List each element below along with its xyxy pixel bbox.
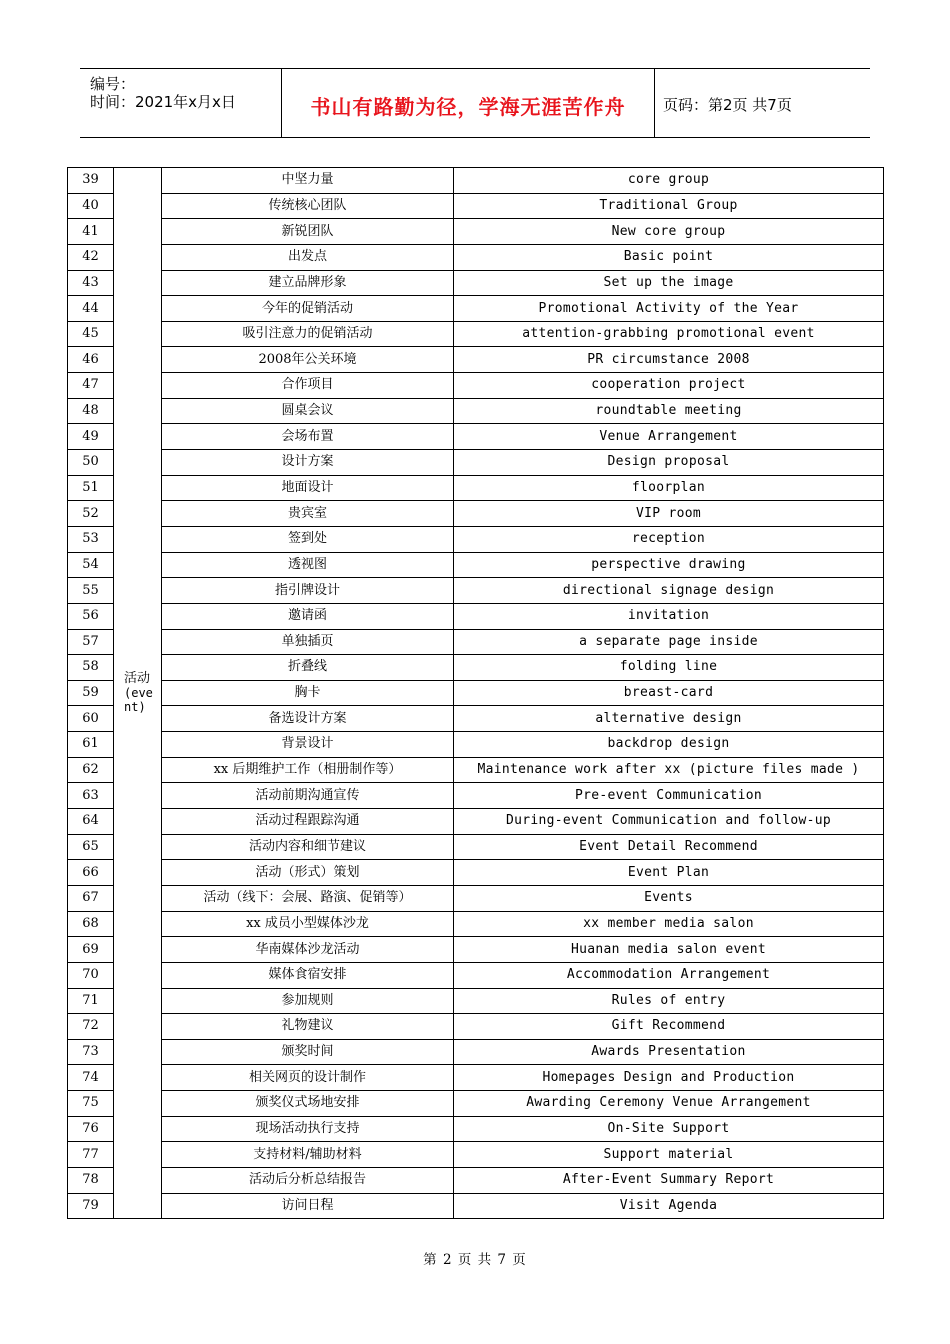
row-number: 72 xyxy=(68,1014,114,1040)
row-number: 64 xyxy=(68,809,114,835)
header-meta-cell xyxy=(80,69,282,137)
term-chinese: 活动（形式）策划 xyxy=(162,860,454,886)
term-chinese: 建立品牌形象 xyxy=(162,270,454,296)
term-english: Basic point xyxy=(454,244,884,270)
row-number: 50 xyxy=(68,450,114,476)
row-number: 46 xyxy=(68,347,114,373)
term-chinese: 现场活动执行支持 xyxy=(162,1116,454,1142)
term-chinese: 活动过程跟踪沟通 xyxy=(162,809,454,835)
term-english: reception xyxy=(454,526,884,552)
row-number: 66 xyxy=(68,860,114,886)
term-english: Support material xyxy=(454,1142,884,1168)
term-english: xx member media salon xyxy=(454,911,884,937)
table-row xyxy=(68,1039,884,1065)
table-row xyxy=(68,244,884,270)
term-english: a separate page inside xyxy=(454,629,884,655)
header-page-cell xyxy=(655,69,870,137)
term-chinese: 媒体食宿安排 xyxy=(162,962,454,988)
table-row xyxy=(68,501,884,527)
page-info: 页码：第2页 共7页 xyxy=(663,96,792,114)
table-row xyxy=(68,1167,884,1193)
term-chinese: 活动内容和细节建议 xyxy=(162,834,454,860)
row-number: 55 xyxy=(68,578,114,604)
page-footer: 第 2 页 共 7 页 xyxy=(423,1252,527,1268)
motto-text: 书山有路勤为径，学海无涯苦作舟 xyxy=(310,95,626,119)
term-english: Huanan media salon event xyxy=(454,937,884,963)
category-en-line2: nt) xyxy=(124,700,146,715)
table-row xyxy=(68,706,884,732)
table-row xyxy=(68,296,884,322)
term-chinese: 中坚力量 xyxy=(162,168,454,194)
row-number: 59 xyxy=(68,680,114,706)
term-chinese: 指引牌设计 xyxy=(162,578,454,604)
row-number: 73 xyxy=(68,1039,114,1065)
term-chinese: 华南媒体沙龙活动 xyxy=(162,937,454,963)
category-en-line1: (eve xyxy=(124,686,153,701)
table-row xyxy=(68,834,884,860)
term-english: floorplan xyxy=(454,475,884,501)
row-number: 71 xyxy=(68,988,114,1014)
table-row xyxy=(68,655,884,681)
row-number: 54 xyxy=(68,552,114,578)
term-english: Event Plan xyxy=(454,860,884,886)
term-chinese: 活动（线下：会展、路演、促销等） xyxy=(162,885,454,911)
term-english: VIP room xyxy=(454,501,884,527)
table-row xyxy=(68,219,884,245)
term-english: cooperation project xyxy=(454,373,884,399)
row-number: 68 xyxy=(68,911,114,937)
table-row xyxy=(68,629,884,655)
term-chinese: 颁奖仪式场地安排 xyxy=(162,1091,454,1117)
term-chinese: xx 后期维护工作（相册制作等） xyxy=(162,757,454,783)
table-row xyxy=(68,937,884,963)
term-chinese: 透视图 xyxy=(162,552,454,578)
term-chinese: 出发点 xyxy=(162,244,454,270)
term-chinese: 单独插页 xyxy=(162,629,454,655)
term-english: invitation xyxy=(454,603,884,629)
row-number: 61 xyxy=(68,732,114,758)
table-row xyxy=(68,809,884,835)
term-english: Events xyxy=(454,885,884,911)
table-row xyxy=(68,680,884,706)
term-english: Set up the image xyxy=(454,270,884,296)
term-chinese: 访问日程 xyxy=(162,1193,454,1219)
term-english: Traditional Group xyxy=(454,193,884,219)
term-chinese: 活动前期沟通宣传 xyxy=(162,783,454,809)
table-row xyxy=(68,1116,884,1142)
table-row xyxy=(68,911,884,937)
time-label: 时间：2021年x月x日 xyxy=(90,93,236,111)
row-number: 47 xyxy=(68,373,114,399)
table-row xyxy=(68,988,884,1014)
term-chinese: 胸卡 xyxy=(162,680,454,706)
row-number: 74 xyxy=(68,1065,114,1091)
table-row xyxy=(68,860,884,886)
row-number: 48 xyxy=(68,398,114,424)
term-chinese: 吸引注意力的促销活动 xyxy=(162,321,454,347)
term-english: On-Site Support xyxy=(454,1116,884,1142)
table-row xyxy=(68,373,884,399)
header-motto-cell xyxy=(282,69,655,137)
table-row xyxy=(68,424,884,450)
row-number: 69 xyxy=(68,937,114,963)
term-chinese: 2008年公关环境 xyxy=(162,347,454,373)
row-number: 42 xyxy=(68,244,114,270)
row-number: 79 xyxy=(68,1193,114,1219)
term-chinese: 设计方案 xyxy=(162,450,454,476)
term-english: Promotional Activity of the Year xyxy=(454,296,884,322)
term-english: Awards Presentation xyxy=(454,1039,884,1065)
row-number: 44 xyxy=(68,296,114,322)
table-row xyxy=(68,962,884,988)
term-chinese: 贵宾室 xyxy=(162,501,454,527)
table-row xyxy=(68,475,884,501)
table-row xyxy=(68,1091,884,1117)
row-number: 77 xyxy=(68,1142,114,1168)
term-chinese: 相关网页的设计制作 xyxy=(162,1065,454,1091)
table-row xyxy=(68,270,884,296)
term-chinese: 颁奖时间 xyxy=(162,1039,454,1065)
term-chinese: 圆桌会议 xyxy=(162,398,454,424)
category-zh: 活动 xyxy=(124,671,151,687)
row-number: 51 xyxy=(68,475,114,501)
term-english: During-event Communication and follow-up xyxy=(454,809,884,835)
term-english: New core group xyxy=(454,219,884,245)
term-chinese: 传统核心团队 xyxy=(162,193,454,219)
term-english: Event Detail Recommend xyxy=(454,834,884,860)
row-number: 49 xyxy=(68,424,114,450)
term-english: attention-grabbing promotional event xyxy=(454,321,884,347)
row-number: 45 xyxy=(68,321,114,347)
term-chinese: 背景设计 xyxy=(162,732,454,758)
row-number: 76 xyxy=(68,1116,114,1142)
term-chinese: 折叠线 xyxy=(162,655,454,681)
row-number: 70 xyxy=(68,962,114,988)
row-number: 60 xyxy=(68,706,114,732)
row-number: 52 xyxy=(68,501,114,527)
table-row xyxy=(68,321,884,347)
term-english: Design proposal xyxy=(454,450,884,476)
table-row xyxy=(68,1014,884,1040)
table-row xyxy=(68,1065,884,1091)
term-chinese: 活动后分析总结报告 xyxy=(162,1167,454,1193)
page-header xyxy=(80,68,870,138)
term-english: alternative design xyxy=(454,706,884,732)
table-row xyxy=(68,1142,884,1168)
term-chinese: 礼物建议 xyxy=(162,1014,454,1040)
row-number: 58 xyxy=(68,655,114,681)
row-number: 75 xyxy=(68,1091,114,1117)
table-row xyxy=(68,757,884,783)
term-english: folding line xyxy=(454,655,884,681)
term-english: roundtable meeting xyxy=(454,398,884,424)
row-number: 63 xyxy=(68,783,114,809)
table-row xyxy=(68,1193,884,1219)
table-row xyxy=(68,885,884,911)
term-english: backdrop design xyxy=(454,732,884,758)
glossary-body xyxy=(68,168,884,1219)
term-english: Venue Arrangement xyxy=(454,424,884,450)
term-english: core group xyxy=(454,168,884,194)
term-english: Maintenance work after xx (picture files made ) xyxy=(454,757,884,783)
term-english: Pre-event Communication xyxy=(454,783,884,809)
row-number: 65 xyxy=(68,834,114,860)
term-english: After-Event Summary Report xyxy=(454,1167,884,1193)
category-cell xyxy=(114,168,162,1219)
term-chinese: 新锐团队 xyxy=(162,219,454,245)
table-row xyxy=(68,526,884,552)
table-row xyxy=(68,732,884,758)
table-row xyxy=(68,552,884,578)
table-row xyxy=(68,783,884,809)
table-row xyxy=(68,347,884,373)
term-english: Awarding Ceremony Venue Arrangement xyxy=(454,1091,884,1117)
row-number: 39 xyxy=(68,168,114,194)
row-number: 56 xyxy=(68,603,114,629)
table-row xyxy=(68,603,884,629)
row-number: 40 xyxy=(68,193,114,219)
term-chinese: 合作项目 xyxy=(162,373,454,399)
term-chinese: 备选设计方案 xyxy=(162,706,454,732)
row-number: 57 xyxy=(68,629,114,655)
table-row xyxy=(68,398,884,424)
serial-label: 编号： xyxy=(90,75,136,93)
row-number: 43 xyxy=(68,270,114,296)
row-number: 62 xyxy=(68,757,114,783)
table-row xyxy=(68,578,884,604)
row-number: 67 xyxy=(68,885,114,911)
table-row xyxy=(68,193,884,219)
term-english: Gift Recommend xyxy=(454,1014,884,1040)
row-number: 53 xyxy=(68,526,114,552)
row-number: 78 xyxy=(68,1167,114,1193)
term-chinese: 地面设计 xyxy=(162,475,454,501)
row-number: 41 xyxy=(68,219,114,245)
table-row xyxy=(68,450,884,476)
term-chinese: 支持材料/辅助材料 xyxy=(162,1142,454,1168)
term-english: Homepages Design and Production xyxy=(454,1065,884,1091)
term-english: Accommodation Arrangement xyxy=(454,962,884,988)
term-chinese: 参加规则 xyxy=(162,988,454,1014)
term-english: PR circumstance 2008 xyxy=(454,347,884,373)
term-english: perspective drawing xyxy=(454,552,884,578)
term-english: Visit Agenda xyxy=(454,1193,884,1219)
term-english: breast-card xyxy=(454,680,884,706)
term-chinese: 今年的促销活动 xyxy=(162,296,454,322)
table-row xyxy=(68,168,884,194)
term-chinese: 邀请函 xyxy=(162,603,454,629)
term-english: directional signage design xyxy=(454,578,884,604)
glossary-table xyxy=(67,167,884,1219)
term-chinese: 会场布置 xyxy=(162,424,454,450)
term-english: Rules of entry xyxy=(454,988,884,1014)
term-chinese: 签到处 xyxy=(162,526,454,552)
term-chinese: xx 成员小型媒体沙龙 xyxy=(162,911,454,937)
